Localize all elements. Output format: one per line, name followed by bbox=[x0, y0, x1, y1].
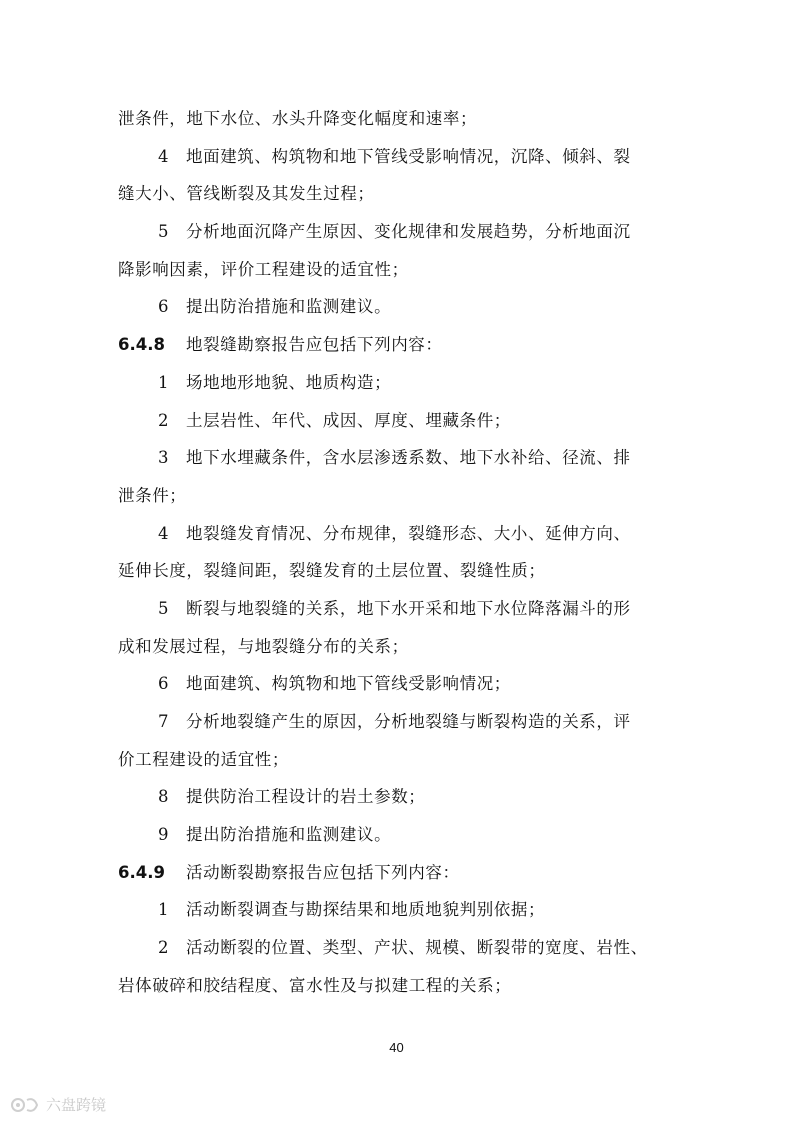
continuation-line: 价工程建设的适宜性； bbox=[118, 749, 289, 769]
item-text: 断裂与地裂缝的关系，地下水开采和地下水位降落漏斗的形 bbox=[186, 598, 631, 618]
item-number: 9 bbox=[158, 825, 170, 845]
item-text: 分析地裂缝产生的原因，分析地裂缝与断裂构造的关系，评 bbox=[186, 712, 631, 731]
list-item bbox=[118, 891, 678, 929]
list-item bbox=[118, 590, 678, 628]
section-number: 6.4.9 bbox=[118, 862, 165, 882]
item-number: 2 bbox=[158, 938, 170, 958]
item-number: 6 bbox=[158, 674, 170, 694]
item-text: 场地地形地貌、地质构造； bbox=[186, 372, 392, 392]
list-item bbox=[118, 929, 678, 967]
section-heading bbox=[118, 326, 678, 364]
item-number: 1 bbox=[158, 900, 170, 920]
list-item bbox=[118, 288, 678, 326]
item-text: 地面建筑、构筑物和地下管线受影响情况； bbox=[186, 674, 511, 694]
list-item bbox=[118, 515, 678, 553]
section-number: 6.4.8 bbox=[118, 335, 165, 355]
item-number: 5 bbox=[158, 222, 170, 242]
section-text: 活动断裂勘察报告应包括下列内容： bbox=[186, 862, 460, 882]
continuation-line: 岩体破碎和胶结程度、富水性及与拟建工程的关系； bbox=[118, 975, 512, 995]
document-body bbox=[118, 100, 678, 1005]
list-item bbox=[118, 816, 678, 854]
list-item bbox=[118, 138, 678, 176]
item-number: 4 bbox=[158, 523, 170, 543]
list-item bbox=[118, 213, 678, 251]
continuation-line: 泄条件； bbox=[118, 485, 187, 505]
continuation-line: 降影响因素，评价工程建设的适宜性； bbox=[118, 259, 409, 279]
camera-logo-icon bbox=[10, 1096, 40, 1114]
item-number: 4 bbox=[158, 146, 170, 166]
item-number: 3 bbox=[158, 448, 170, 468]
item-text: 土层岩性、年代、成因、厚度、埋藏条件； bbox=[186, 410, 511, 430]
item-number: 8 bbox=[158, 787, 170, 807]
item-text: 提供防治工程设计的岩土参数； bbox=[186, 787, 426, 807]
watermark bbox=[10, 1094, 106, 1115]
item-number: 1 bbox=[158, 372, 170, 392]
item-text: 提出防治措施和监测建议。 bbox=[186, 297, 392, 317]
continuation-line: 泄条件，地下水位、水头升降变化幅度和速率； bbox=[118, 109, 478, 128]
section-heading bbox=[118, 854, 678, 892]
continuation-line: 延伸长度，裂缝间距，裂缝发育的土层位置、裂缝性质； bbox=[118, 561, 546, 581]
watermark-text: 六盘跨镜 bbox=[46, 1096, 107, 1114]
item-text: 活动断裂的位置、类型、产状、规模、断裂带的宽度、岩性、 bbox=[186, 938, 648, 958]
section-text: 地裂缝勘察报告应包括下列内容： bbox=[186, 335, 443, 355]
list-item bbox=[118, 703, 678, 741]
item-number: 7 bbox=[158, 712, 170, 731]
list-item bbox=[118, 439, 678, 477]
continuation-line: 缝大小、管线断裂及其发生过程； bbox=[118, 184, 375, 204]
list-item bbox=[118, 665, 678, 703]
item-number: 5 bbox=[158, 598, 170, 618]
list-item bbox=[118, 364, 678, 402]
item-text: 地面建筑、构筑物和地下管线受影响情况，沉降、倾斜、裂 bbox=[186, 146, 631, 166]
item-text: 活动断裂调查与勘探结果和地质地貌判别依据； bbox=[186, 900, 546, 920]
page-number: 40 bbox=[389, 1040, 404, 1055]
item-number: 6 bbox=[158, 297, 170, 317]
item-text: 分析地面沉降产生原因、变化规律和发展趋势，分析地面沉 bbox=[186, 222, 631, 242]
list-item bbox=[118, 402, 678, 440]
item-text: 地下水埋藏条件，含水层渗透系数、地下水补给、径流、排 bbox=[186, 448, 631, 468]
item-text: 提出防治措施和监测建议。 bbox=[186, 825, 392, 845]
item-text: 地裂缝发育情况、分布规律，裂缝形态、大小、延伸方向、 bbox=[186, 523, 631, 543]
continuation-line: 成和发展过程，与地裂缝分布的关系； bbox=[118, 636, 409, 656]
item-number: 2 bbox=[158, 410, 170, 430]
list-item bbox=[118, 778, 678, 816]
